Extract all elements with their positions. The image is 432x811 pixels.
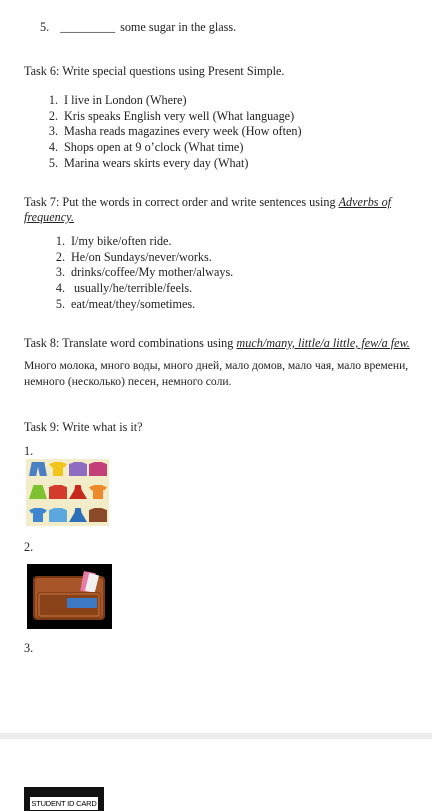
- list-item: 4. usually/he/terrible/feels.: [55, 281, 193, 296]
- hint: (What): [213, 155, 249, 170]
- shirt-icon: [89, 485, 107, 499]
- dress-blue-icon: [69, 508, 87, 522]
- jacket-icon: [69, 462, 87, 476]
- top-item-text: some sugar in the glass.: [120, 20, 237, 34]
- task7-title-cont: frequency.: [24, 210, 74, 224]
- hint: (Where): [145, 93, 187, 107]
- adverbs-link: Adverbs of: [338, 195, 392, 209]
- list-item: 1. I/my bike/often ride.: [55, 234, 172, 248]
- wallet-icon: [27, 564, 112, 629]
- list-item: 4. Shops open at 9 o’clock (What time): [48, 140, 244, 155]
- task8-line-2: немного (несколько) песен, немного соли.: [24, 375, 232, 388]
- task9-label-3: 3.: [24, 641, 34, 655]
- task6-list: [42, 93, 302, 171]
- task6-title: Task 6: Write special questions using Present Simple.: [24, 64, 285, 78]
- list-item: 5. Marina wears skirts every day (What): [48, 155, 249, 170]
- top-item: [40, 20, 236, 35]
- tshirt-icon: [49, 462, 67, 476]
- student-id-card-picture: [24, 787, 104, 811]
- hoodie-icon: [49, 508, 67, 522]
- task7-list: [49, 234, 233, 312]
- task9-title: Task 9: Write what is it?: [24, 420, 143, 434]
- task8-title: Task 8: Translate word combinations using much/many, little/a little, few/a few.: [24, 336, 410, 350]
- blouse-icon: [29, 508, 47, 522]
- jeans-icon: [29, 462, 47, 476]
- top-item-number: 5.: [40, 20, 50, 34]
- list-item: 3. drinks/coffee/My mother/always.: [55, 265, 234, 280]
- list-item: 3. Masha reads magazines every week (How often): [48, 124, 302, 139]
- coat-icon: [49, 485, 67, 499]
- dress-icon: [69, 485, 87, 499]
- sweater-icon: [89, 462, 107, 476]
- task9-label-2: 2.: [24, 540, 34, 554]
- top-item-blank: _________: [60, 20, 116, 34]
- list-item: 1. I live in London (Where): [48, 93, 187, 107]
- wallet-picture: [27, 564, 112, 629]
- task7-title: Task 7: Put the words in correct order and write sentences using Adverbs of: [24, 195, 392, 209]
- clothes-picture: [26, 459, 109, 526]
- task9-label-1: 1.: [24, 444, 34, 458]
- list-item: 2. He/on Sundays/never/works.: [55, 249, 212, 264]
- id-card-label: STUDENT ID CARD: [31, 799, 97, 808]
- task8-line-1: Много молока, много воды, много дней, мало домов, мало чая, мало времени,: [24, 359, 409, 372]
- quantifiers-link: much/many, little/a little, few/a few.: [236, 336, 410, 350]
- hint: (How often): [241, 124, 302, 139]
- skirt-icon: [29, 485, 47, 499]
- list-item: 5. eat/meat/they/sometimes.: [55, 296, 196, 311]
- cardigan-icon: [89, 508, 107, 522]
- hint: (What language): [212, 108, 295, 123]
- list-item: 2. Kris speaks English very well (What language): [48, 108, 295, 123]
- hint: (What time): [184, 140, 244, 155]
